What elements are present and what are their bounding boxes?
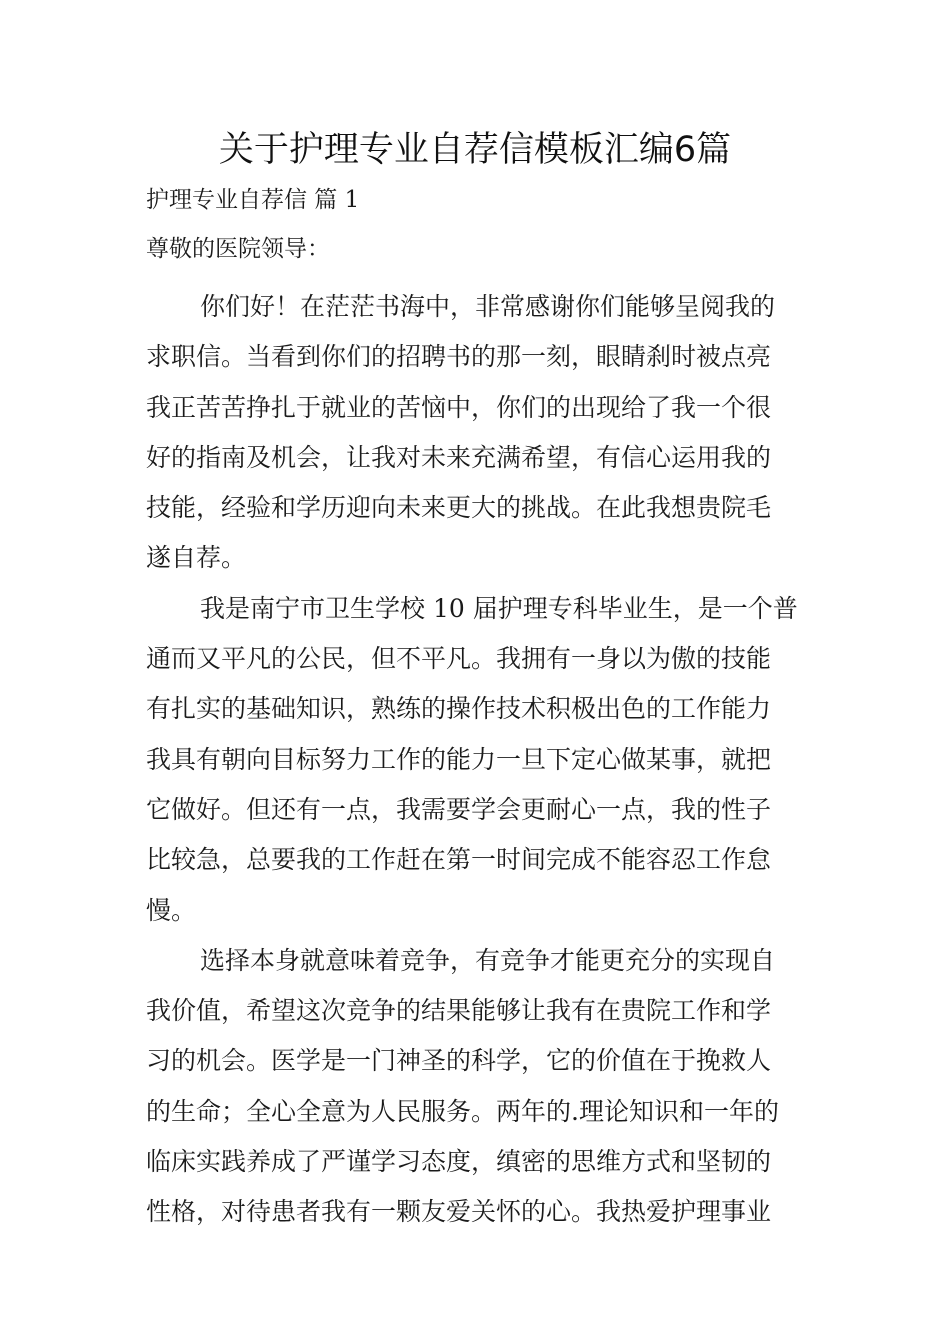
text-line: 比较急，总要我的工作赶在第一时间完成不能容忍工作怠	[146, 845, 772, 875]
text-line: 通而又平凡的公民，但不平凡。我拥有一身以为傲的技能	[146, 644, 772, 674]
text-line: 你们好！在茫茫书海中，非常感谢你们能够呈阅我的	[200, 292, 776, 321]
document-title: 关于护理专业自荐信模板汇编6篇	[218, 130, 732, 170]
text-line: 遂自荐。	[146, 543, 247, 573]
salutation: 尊敬的医院领导：	[146, 236, 330, 262]
text-line: 技能，经验和学历迎向未来更大的挑战。在此我想贵院毛	[146, 493, 772, 523]
text-line: 我价值，希望这次竞争的结果能够让我有在贵院工作和学	[146, 996, 772, 1026]
text-line: 求职信。当看到你们的招聘书的那一刻，眼睛刹时被点亮	[146, 342, 772, 372]
text-line: 性格，对待患者我有一颗友爱关怀的心。我热爱护理事业	[146, 1197, 772, 1227]
section-heading: 护理专业自荐信 篇 1	[146, 187, 360, 213]
text-line: 临床实践养成了严谨学习态度，缜密的思维方式和坚韧的	[146, 1147, 772, 1177]
text-line: 我正苦苦挣扎于就业的苦恼中，你们的出现给了我一个很	[146, 392, 772, 422]
text-line: 选择本身就意味着竞争，有竞争才能更充分的实现自	[200, 945, 776, 975]
paragraph-1	[146, 282, 806, 584]
letter-body	[146, 282, 806, 1238]
text-line: 的生命；全心全意为人民服务。两年的.理论知识和一年的	[146, 1096, 779, 1126]
text-line: 我具有朝向目标努力工作的能力一旦下定心做某事，就把	[146, 744, 772, 774]
text-line: 有扎实的基础知识，熟练的操作技术积极出色的工作能力	[146, 694, 772, 724]
text-line: 好的指南及机会，让我对未来充满希望，有信心运用我的	[146, 442, 772, 472]
text-line: 它做好。但还有一点，我需要学会更耐心一点，我的性子	[146, 794, 772, 824]
text-line: 我是南宁市卫生学校 10 届护理专科毕业生，是一个普	[200, 593, 798, 623]
paragraph-2	[146, 584, 806, 936]
text-line: 慢。	[146, 895, 197, 925]
paragraph-3	[146, 936, 806, 1238]
text-line: 习的机会。医学是一门神圣的科学，它的价值在于挽救人	[146, 1046, 772, 1076]
